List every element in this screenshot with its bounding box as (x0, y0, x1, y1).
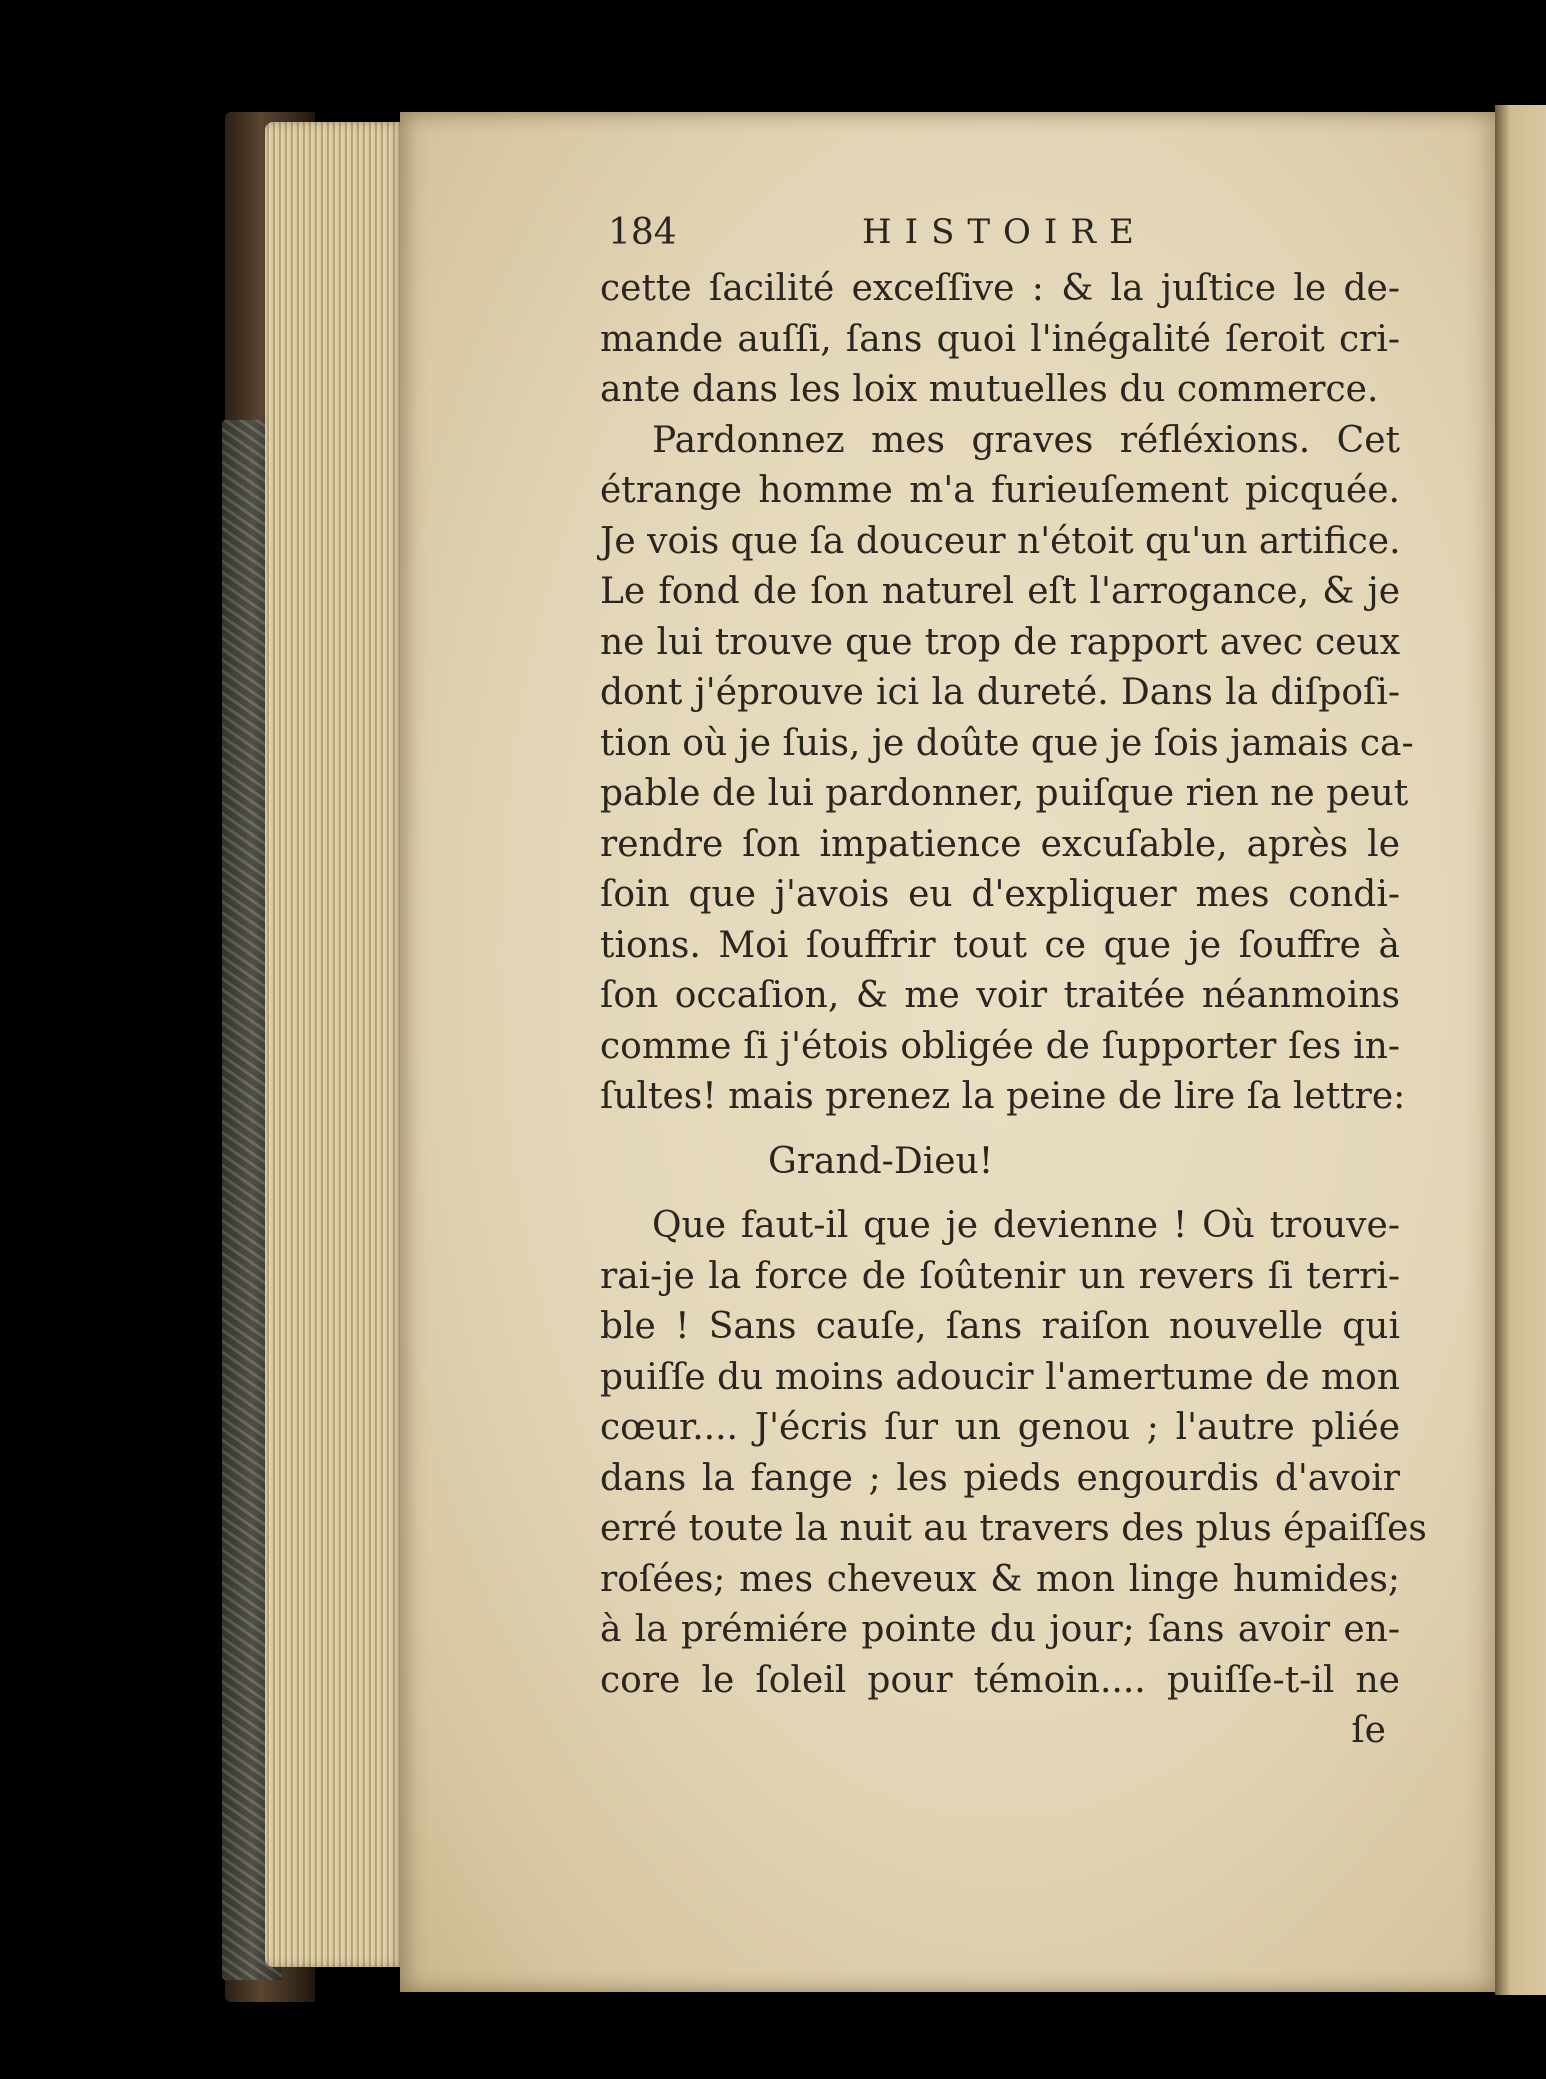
text-line: tions. Moi ſouffrir tout ce que je ſouffre à (600, 924, 1400, 966)
text-line: dans la fange ; les pieds engourdis d'avoir (600, 1457, 1400, 1499)
text-line: mande auſſi, ſans quoi l'inégalité ſeroit cri- (600, 318, 1400, 360)
text-line: cœur.... J'écris ſur un genou ; l'autre pliée (600, 1407, 1400, 1448)
text-line: erré toute la nuit au travers des plus épaiſſes (600, 1508, 1427, 1549)
text-line: puiſſe du moins adoucir l'amertume de mon (600, 1356, 1400, 1398)
text-line: ſoin que j'avois eu d'expliquer mes condi- (600, 874, 1400, 915)
text-line: cette ſacilité exceſſive : & la juſtice le de- (600, 268, 1400, 309)
text-line: Je vois que ſa douceur n'étoit qu'un artifice. (600, 520, 1401, 562)
text-line: rai-je la force de ſoûtenir un revers ſi terri- (600, 1255, 1400, 1297)
page-number: 184 (608, 212, 677, 253)
text-line: ne lui trouve que trop de rapport avec ceux (600, 621, 1400, 663)
text-line: Que faut-il que je devienne ! Où trouve- (652, 1205, 1400, 1246)
text-line: pable de lui pardonner, puiſque rien ne peut (600, 773, 1409, 814)
text-line: ſultes! mais prenez la peine de lire ſa lettre: (600, 1076, 1406, 1117)
text-line: tion où je ſuis, je doûte que je ſois jamais ca- (600, 722, 1414, 764)
text-line: core le ſoleil pour témoin.... puiſſe-t-il ne (600, 1659, 1400, 1701)
text-line: à la prémiére pointe du jour; ſans avoir en- (600, 1609, 1400, 1650)
text-line: ante dans les loix mutuelles du commerce. (600, 369, 1379, 410)
page-edges (265, 122, 405, 1967)
text-line: étrange homme m'a furieuſement picquée. (600, 470, 1400, 511)
text-line: ſon occaſion, & me voir traitée néanmoins (600, 975, 1400, 1016)
text-line: Pardonnez mes graves réfléxions. Cet (652, 419, 1400, 461)
letter-heading: Grand-Dieu! (768, 1140, 994, 1182)
page-text (600, 205, 1427, 1757)
running-title: HISTOIRE (862, 212, 1147, 252)
page-header (600, 205, 1400, 260)
paragraph-3 (600, 1201, 1427, 1706)
text-line: comme ſi j'étois obligée de ſupporter ſes in- (600, 1025, 1400, 1067)
text-line: Le fond de ſon naturel eſt l'arrogance, & je (600, 571, 1400, 612)
text-line: ble ! Sans cauſe, ſans raiſon nouvelle qui (600, 1306, 1400, 1347)
facing-page-edge (1495, 105, 1546, 1995)
paragraph-2 (600, 416, 1414, 1123)
text-line: dont j'éprouve ici la dureté. Dans la diſpoſi- (600, 672, 1400, 713)
text-line: rendre ſon impatience excuſable, après le (600, 823, 1400, 865)
text-line: roſées; mes cheveux & mon linge humides; (600, 1558, 1400, 1600)
paragraph-1 (600, 264, 1400, 416)
catchword: ſe (1351, 1710, 1386, 1751)
